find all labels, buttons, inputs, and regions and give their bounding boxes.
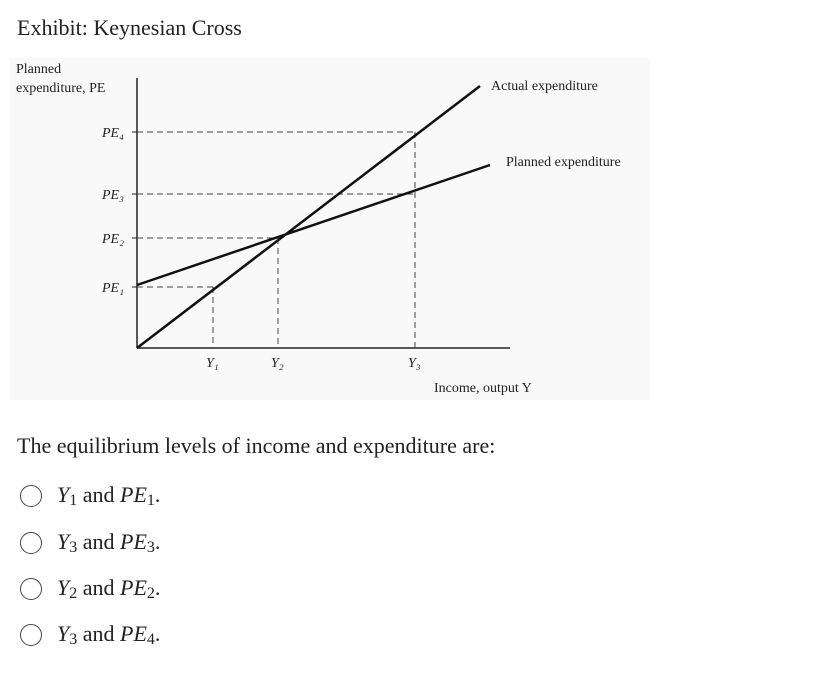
keynesian-cross-diagram xyxy=(10,58,650,400)
pe4-label: PE₄ xyxy=(102,126,124,141)
option-4[interactable] xyxy=(20,620,160,650)
radio-button[interactable] xyxy=(20,532,42,554)
y3-label: Y₃ xyxy=(408,356,421,371)
option-3-label: $Y_2$ and $PE_2$. xyxy=(57,575,161,602)
radio-button[interactable] xyxy=(20,578,42,600)
pe3-label: PE₃ xyxy=(102,188,124,203)
option-2-label: $Y_3$ and $PE_3$. xyxy=(57,529,161,556)
question-text: The equilibrium levels of income and expenditure are: xyxy=(17,433,496,458)
y1-label: Y₁ xyxy=(206,356,219,371)
planned-expenditure-line xyxy=(137,165,490,285)
option-4-label: $Y_3$ and $PE_4$. xyxy=(57,621,161,648)
diagram-svg xyxy=(10,58,650,400)
page-title: Exhibit: Keynesian Cross xyxy=(17,15,242,40)
option-1-label: $Y_1$ and $PE_1$. xyxy=(57,482,161,509)
pe1-label: PE₁ xyxy=(102,281,124,296)
planned-expenditure-label: Planned expenditure xyxy=(506,155,621,170)
x-axis-label: Income, output Y xyxy=(434,381,532,396)
y-axis-label-line2: expenditure, PE xyxy=(16,81,106,96)
pe2-label: PE₂ xyxy=(102,232,124,247)
option-1[interactable] xyxy=(20,481,160,511)
y2-label: Y₂ xyxy=(271,356,284,371)
radio-button[interactable] xyxy=(20,485,42,507)
actual-expenditure-line xyxy=(137,86,480,348)
option-3[interactable] xyxy=(20,574,160,604)
actual-expenditure-label: Actual expenditure xyxy=(491,79,598,94)
option-2[interactable] xyxy=(20,528,160,558)
radio-button[interactable] xyxy=(20,624,42,646)
y-axis-label-line1: Planned xyxy=(16,62,62,77)
